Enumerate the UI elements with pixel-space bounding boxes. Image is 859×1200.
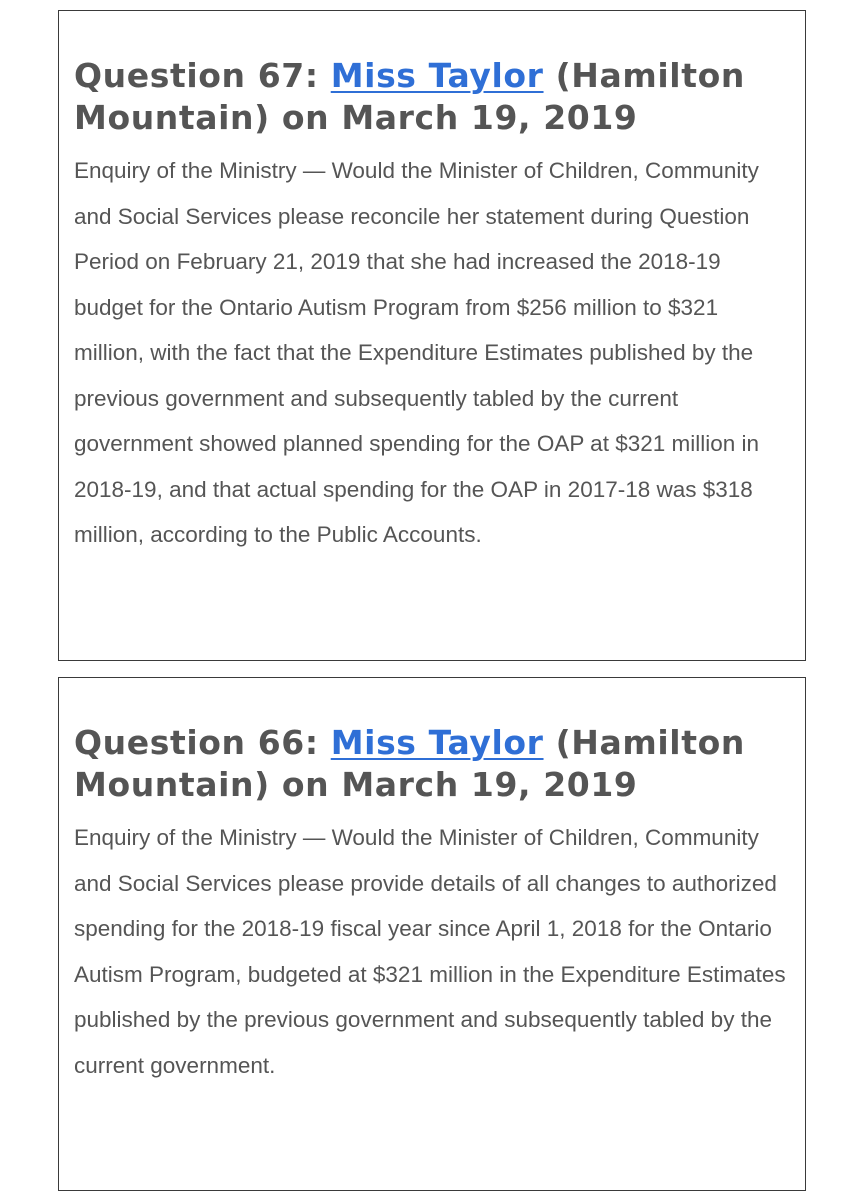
member-link[interactable]: Miss Taylor <box>330 56 544 95</box>
question-card-66 <box>58 677 806 1191</box>
question-title <box>74 55 790 139</box>
question-number: Question 66: <box>74 723 331 762</box>
question-body: Enquiry of the Ministry — Would the Minister of Children, Community and Social Services please reconcile her statement during Question Period on February 21, 2019 that she had increased the 2018-19 budget for the Ontario Autism Program from $256 million to $321 million, with the fact that the Expenditure Estimates published by the previous government and subsequently tabled by the current government showed planned spending for the OAP at $321 million in 2018-19, and that actual spending for the OAP in 2017-18 was $318 million, according to the Public Accounts. <box>74 158 760 547</box>
question-riding-date: (Hamilton Mountain) on March 19, 2019 <box>74 723 745 804</box>
question-body: Enquiry of the Ministry — Would the Minister of Children, Community and Social Services please provide details of all changes to authorized spending for the 2018-19 fiscal year since April 1, 2018 for the Ontario Autism Program, budgeted at $321 million in the Expenditure Estimates published by the previous government and subsequently tabled by the current government. <box>74 825 786 1078</box>
question-number: Question 67: <box>74 56 331 95</box>
question-riding-date: (Hamilton Mountain) on March 19, 2019 <box>74 56 745 137</box>
question-title <box>74 722 790 806</box>
member-link[interactable]: Miss Taylor <box>330 723 544 762</box>
question-card-67 <box>58 10 806 661</box>
